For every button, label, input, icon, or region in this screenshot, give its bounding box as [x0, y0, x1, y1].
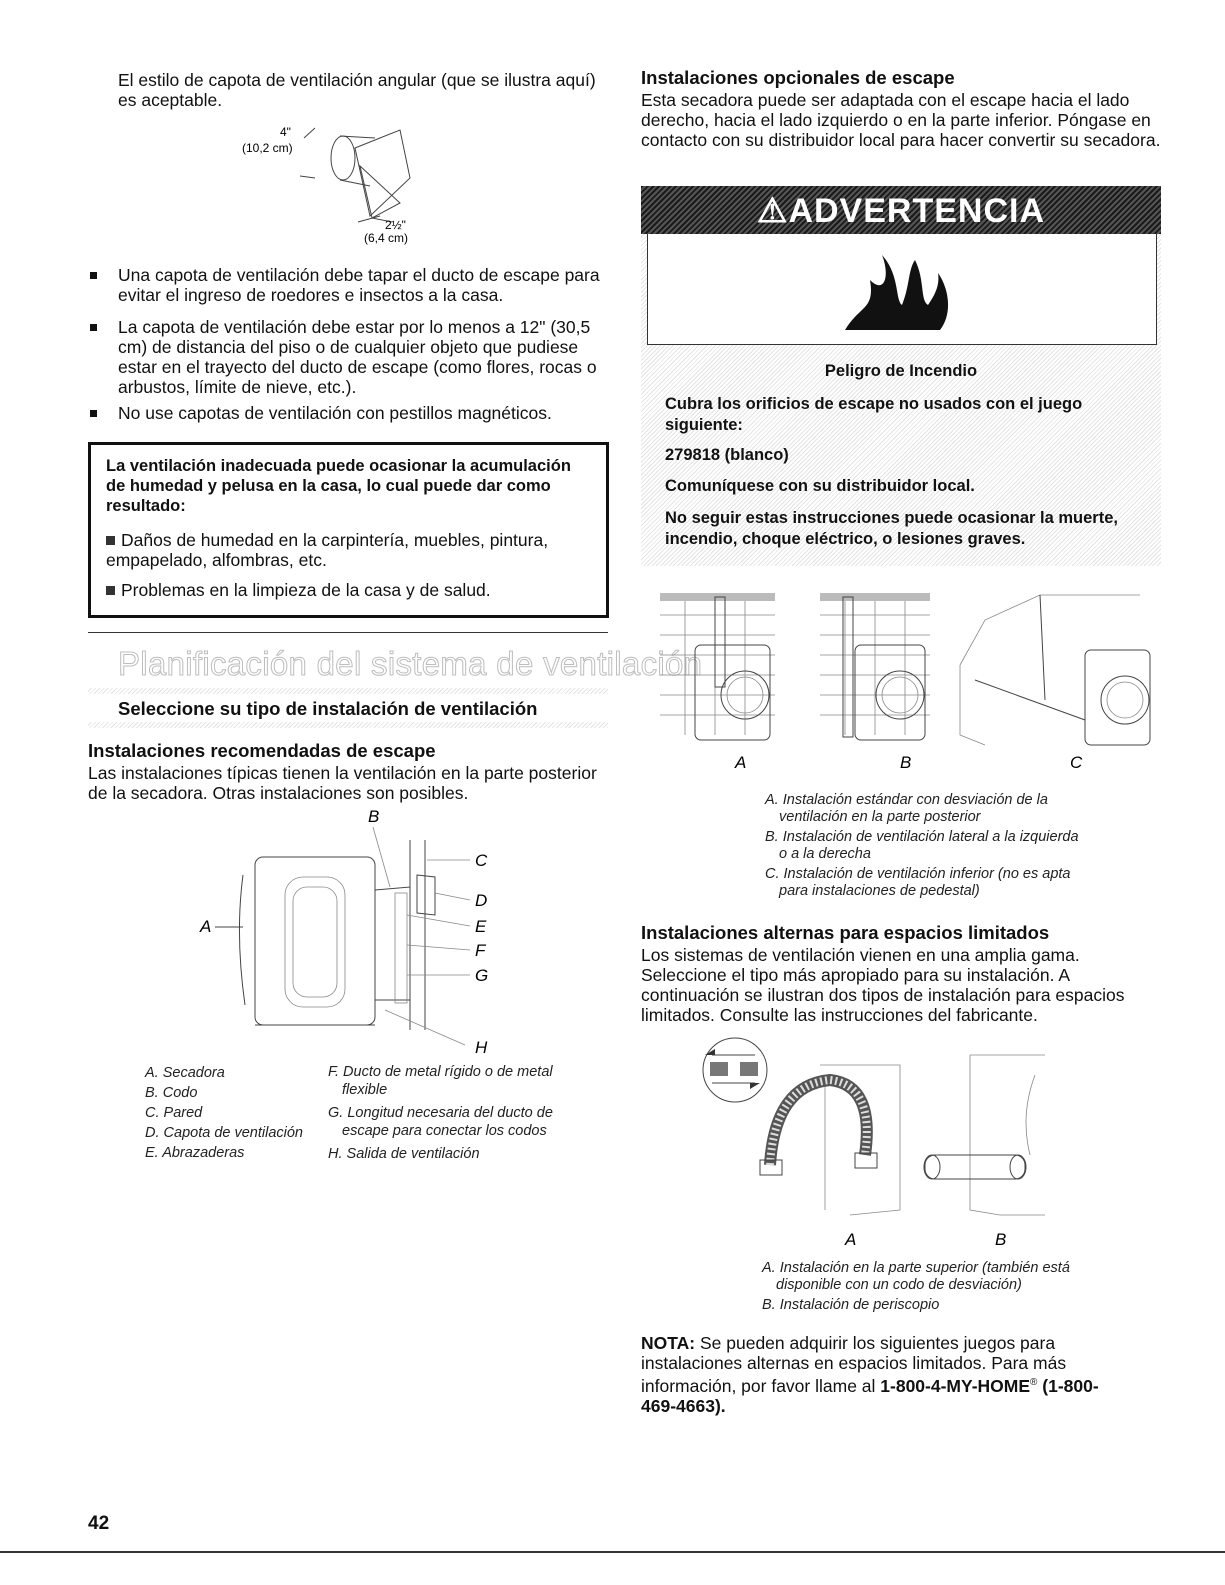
fig-label-e: E — [475, 917, 487, 936]
legend-c: C. Pared — [145, 1105, 203, 1121]
legend-a: A. Secadora — [145, 1065, 225, 1081]
note-label: NOTA: — [641, 1333, 696, 1353]
warning-line-2: 279818 (blanco) — [665, 446, 789, 464]
bullet-marker — [90, 324, 97, 331]
warning-line-1: Cubra los orificios de escape no usados con el juego siguiente: — [665, 395, 1083, 434]
hood-dim2-b: (6,4 cm) — [364, 231, 409, 245]
warning-hazard: Peligro de Incendio — [824, 362, 978, 380]
legend-b: B. Codo — [145, 1085, 198, 1101]
hood-dim1-a: 4" — [280, 125, 291, 139]
fig-label-a: A — [200, 917, 212, 936]
humidity-box-item-2: Problemas en la limpieza de la casa y de salud. — [106, 580, 586, 600]
fig1-caption-b: B. Instalación de ventilación lateral a la izquierda o a la derecha — [765, 829, 1079, 862]
fig-label-c: C — [475, 851, 488, 870]
alternate-text: Los sistemas de ventilación vienen en una amplia gama. Seleccione el tipo más apropiado para su instalación. A continuación se ilustran dos tipos de instalación para espacios limitados. Consulte las instrucciones del fabricante. — [641, 945, 1125, 1025]
installation-options-figure — [655, 585, 1155, 780]
note-registered-mark: ® — [1030, 1377, 1038, 1388]
fig1-label-b: B — [900, 753, 912, 772]
fig2-label-a: A — [845, 1230, 857, 1249]
alternate-heading: Instalaciones alternas para espacios limitados — [641, 922, 1050, 943]
legend-h: H. Salida de ventilación — [328, 1146, 480, 1162]
fig2-caption-a: A. Instalación en la parte superior (también está disponible con un codo de desviación) — [762, 1260, 1070, 1293]
warning-title: ⚠ADVERTENCIA — [756, 192, 1046, 230]
fig2-captions — [762, 1260, 1122, 1314]
fig1-caption-c: C. Instalación de ventilación inferior (no es apta para instalaciones de pedestal) — [765, 866, 1071, 899]
fire-icon — [840, 245, 960, 335]
recommended-text: Las instalaciones típicas tienen la ventilación en la parte posterior de la secadora. Otras instalaciones son posibles. — [88, 763, 597, 803]
section-divider — [88, 688, 608, 694]
recommended-heading: Instalaciones recomendadas de escape — [88, 740, 436, 761]
fig1-captions — [765, 792, 1085, 900]
bullet-marker — [90, 410, 97, 417]
fig-label-h: H — [475, 1038, 488, 1057]
hood-dim2-a: 2½" — [385, 218, 406, 232]
fig-label-d: D — [475, 891, 488, 910]
fig1-label-a: A — [735, 753, 747, 772]
note-paragraph — [641, 1333, 1121, 1416]
intro-text: El estilo de capota de ventilación angular (que se ilustra aquí) es aceptable. — [118, 70, 596, 110]
bullet-text-2: La capota de ventilación debe estar por lo menos a 12" (30,5 cm) de distancia del piso o de cualquier objeto que pudiese estar en el trayecto del ducto de escape (como flores, rocas o arbustos, límite de nieve, etc.). — [118, 317, 597, 397]
hood-dim1-b: (10,2 cm) — [242, 141, 293, 155]
warning-line-4: No seguir estas instrucciones puede ocasionar la muerte, incendio, choque eléctrico, o lesiones graves. — [665, 509, 1118, 548]
fig1-label-c: C — [1070, 753, 1083, 772]
subsection-divider — [88, 722, 608, 728]
legend-d: D. Capota de ventilación — [145, 1125, 303, 1141]
note-text: Se pueden adquirir los siguientes juegos para instalaciones alternas en espacios limitados. Para más información, por favor llame al — [641, 1333, 1067, 1396]
legend-column-1 — [145, 1063, 325, 1163]
fig-label-g: G — [475, 966, 489, 985]
bullet-marker — [90, 272, 97, 279]
warning-triangle-icon: ⚠ — [756, 192, 789, 230]
optional-heading: Instalaciones opcionales de escape — [641, 67, 955, 88]
section-title: Planificación del sistema de ventilación — [118, 645, 703, 682]
humidity-box-title: La ventilación inadecuada puede ocasionar la acumulación de humedad y pelusa en la casa, lo cual puede dar como resultado: — [106, 457, 571, 515]
humidity-box-item-1: Daños de humedad en la carpintería, muebles, pintura, empapelado, alfombras, etc. — [106, 530, 549, 570]
footer-rule — [0, 1551, 1225, 1553]
bullet-text-3: No use capotas de ventilación con pestillos magnéticos. — [118, 403, 552, 423]
limited-space-figure — [700, 1035, 1060, 1250]
legend-g: G. Longitud necesaria del ducto de escape para conectar los codos — [328, 1105, 553, 1139]
note-phone-numeric: (1-800-469-4663). — [641, 1375, 1099, 1416]
warning-line-3: Comuníquese con su distribuidor local. — [665, 477, 975, 495]
fig1-caption-a: A. Instalación estándar con desviación de la ventilación en la parte posterior — [765, 792, 1048, 825]
legend-f: F. Ducto de metal rígido o de metal flexible — [328, 1064, 553, 1098]
optional-text: Esta secadora puede ser adaptada con el escape hacia el lado derecho, hacia el lado izquierdo o en la parte inferior. Póngase en contacto con su distribuidor local para hacer convertir su secadora. — [641, 90, 1161, 150]
bullet-text-1: Una capota de ventilación debe tapar el ducto de escape para evitar el ingreso de roedores e insectos a la casa. — [118, 265, 600, 305]
legend-e: E. Abrazaderas — [145, 1145, 245, 1161]
fig2-label-b: B — [995, 1230, 1007, 1249]
fig2-caption-b: B. Instalación de periscopio — [762, 1297, 940, 1313]
fig-label-b: B — [368, 807, 380, 826]
section-rule — [88, 632, 608, 633]
subsection-title: Seleccione su tipo de instalación de ventilación — [118, 698, 538, 719]
legend-column-2 — [328, 1063, 598, 1163]
note-phone: 1-800-4-MY-HOME — [880, 1375, 1031, 1396]
page-number: 42 — [88, 1513, 110, 1534]
vent-hood-figure — [240, 118, 440, 253]
dryer-exhaust-figure — [195, 805, 515, 1060]
fig-label-f: F — [475, 941, 486, 960]
